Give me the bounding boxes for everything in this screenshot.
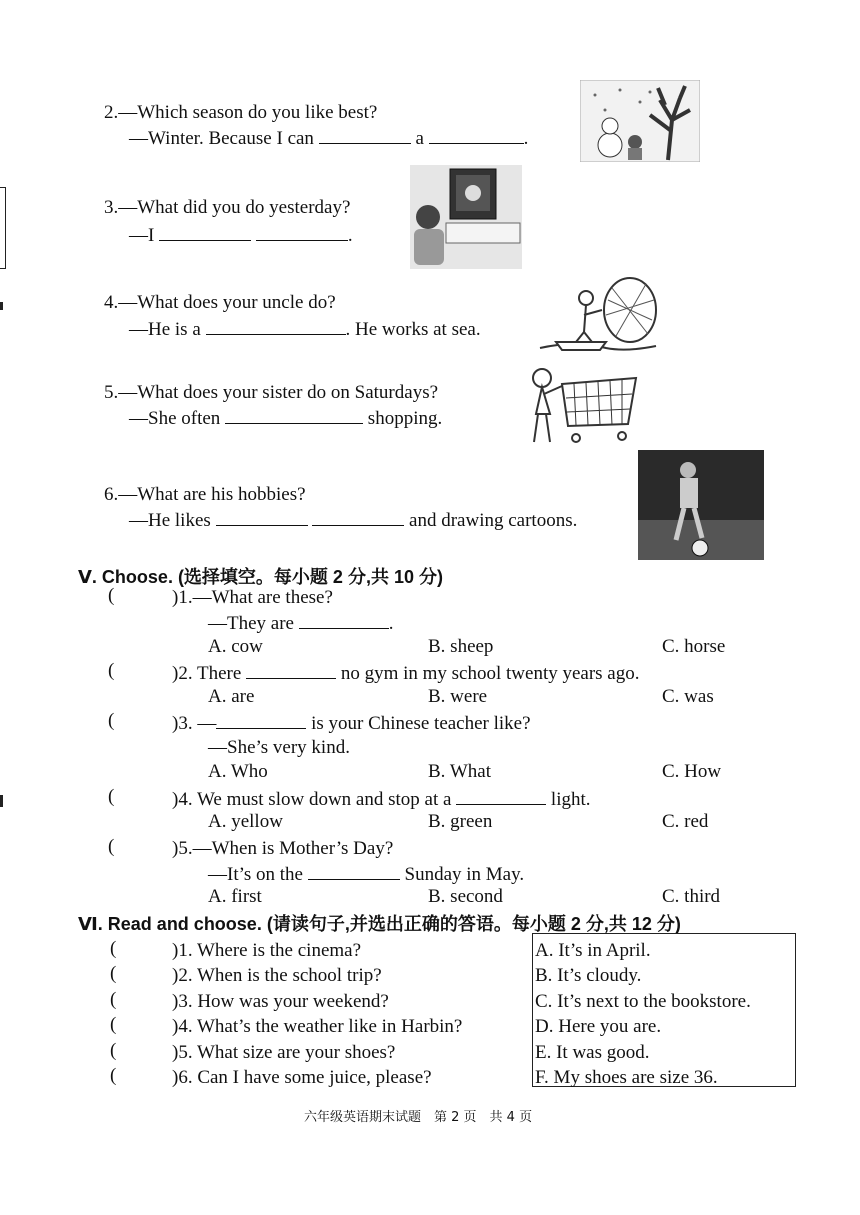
- question-text: and drawing cartoons.: [409, 510, 578, 531]
- option-a[interactable]: A. Who: [208, 761, 268, 782]
- item-stem: —When is Mother’s Day?: [192, 838, 394, 859]
- answer-option: A. It’s in April.: [535, 940, 651, 961]
- item-number: )1.: [172, 587, 193, 608]
- answer-blank[interactable]: [216, 710, 306, 729]
- question-text: .: [523, 128, 529, 149]
- answer-option: F. My shoes are size 36.: [535, 1067, 718, 1088]
- item-stem: There: [197, 663, 242, 684]
- question-line: —What are his hobbies?: [118, 484, 306, 505]
- item-stem: —What are these?: [192, 587, 333, 608]
- boy-playing-soccer-photo: [638, 450, 764, 560]
- question-number: 3.: [104, 197, 119, 218]
- item-stem: Sunday in May.: [404, 864, 525, 885]
- answer-option: E. It was good.: [535, 1042, 650, 1063]
- option-c[interactable]: C. horse: [662, 636, 726, 657]
- question-line: —He is a: [129, 319, 201, 340]
- item-stem: no gym in my school twenty years ago.: [340, 663, 640, 684]
- question-number: 6.: [104, 484, 119, 505]
- option-c[interactable]: C. How: [662, 761, 722, 782]
- option-b[interactable]: B. green: [428, 811, 493, 832]
- item-number: )5.: [172, 838, 193, 859]
- question-item: )3. How was your weekend?: [172, 991, 389, 1012]
- binding-line-top: [0, 187, 6, 269]
- item-number: )4.: [172, 789, 193, 810]
- binding-mark: [0, 795, 3, 807]
- option-b[interactable]: B. second: [428, 886, 503, 907]
- option-c[interactable]: C. third: [662, 886, 721, 907]
- item-stem: is your Chinese teacher like?: [311, 713, 531, 734]
- snowman-tree-illustration: [580, 80, 700, 162]
- question-number: 4.: [104, 292, 119, 313]
- item-stem: —: [197, 713, 217, 734]
- item-stem: .: [388, 613, 394, 634]
- answer-option: D. Here you are.: [535, 1016, 662, 1037]
- option-a[interactable]: A. are: [208, 686, 255, 707]
- question-number: 5.: [104, 382, 119, 403]
- answer-blank[interactable]: [256, 222, 348, 241]
- answer-blank[interactable]: [159, 222, 251, 241]
- answer-bracket[interactable]: (: [108, 585, 115, 606]
- answer-bracket[interactable]: (: [108, 710, 115, 731]
- answer-bracket[interactable]: (: [110, 938, 117, 959]
- item-stem: —She’s very kind.: [208, 737, 350, 758]
- item-number: )3.: [172, 713, 193, 734]
- option-b[interactable]: B. What: [428, 761, 491, 782]
- section-5-title: Ⅴ. Choose. (选择填空。每小题 2 分,共 10 分): [78, 567, 443, 587]
- answer-bracket[interactable]: (: [110, 989, 117, 1010]
- answer-blank[interactable]: [246, 660, 336, 679]
- item-stem: light.: [550, 789, 591, 810]
- item-stem: We must slow down and stop at a: [197, 789, 452, 810]
- question-text: .: [347, 225, 353, 246]
- option-a[interactable]: A. yellow: [208, 811, 283, 832]
- answer-blank[interactable]: [308, 861, 400, 880]
- question-item: )1. Where is the cinema?: [172, 940, 362, 961]
- question-line: —He likes: [129, 510, 211, 531]
- question-item: )6. Can I have some juice, please?: [172, 1067, 432, 1088]
- question-text: . He works at sea.: [345, 319, 481, 340]
- question-text: shopping.: [367, 408, 443, 429]
- question-line: —Winter. Because I can: [129, 128, 314, 149]
- item-stem: —It’s on the: [208, 864, 303, 885]
- boy-watching-tv-illustration: [410, 165, 522, 269]
- question-line: —What does your sister do on Saturdays?: [118, 382, 439, 403]
- question-line: —What did you do yesterday?: [118, 197, 351, 218]
- answer-option: B. It’s cloudy.: [535, 965, 642, 986]
- girl-shopping-cart-illustration: [524, 364, 644, 448]
- option-c[interactable]: C. red: [662, 811, 709, 832]
- question-line: —I: [129, 225, 155, 246]
- option-a[interactable]: A. first: [208, 886, 262, 907]
- question-line: —Which season do you like best?: [118, 102, 378, 123]
- section-6-title: Ⅵ. Read and choose. (请读句子,并选出正确的答语。每小题 2 分,共 12 分): [78, 914, 681, 934]
- answer-blank[interactable]: [225, 405, 363, 424]
- answer-option: C. It’s next to the bookstore.: [535, 991, 751, 1012]
- question-item: )4. What’s the weather like in Harbin?: [172, 1016, 463, 1037]
- question-number: 2.: [104, 102, 119, 123]
- answer-bracket[interactable]: (: [110, 1065, 117, 1086]
- option-b[interactable]: B. were: [428, 686, 488, 707]
- answer-bracket[interactable]: (: [110, 1014, 117, 1035]
- option-c[interactable]: C. was: [662, 686, 714, 707]
- question-line: —What does your uncle do?: [118, 292, 336, 313]
- answer-blank[interactable]: [456, 786, 546, 805]
- question-item: )5. What size are your shoes?: [172, 1042, 396, 1063]
- answer-bracket[interactable]: (: [108, 786, 115, 807]
- fisherman-with-net-illustration: [536, 270, 662, 354]
- item-stem: —They are: [208, 613, 294, 634]
- answer-bracket[interactable]: (: [108, 660, 115, 681]
- question-text: a: [415, 128, 424, 149]
- item-number: )2.: [172, 663, 193, 684]
- answer-blank[interactable]: [206, 316, 346, 335]
- page-footer: 六年级英语期末试题 第 2 页 共 4 页: [304, 1110, 533, 1125]
- binding-mark: [0, 302, 3, 310]
- answer-blank[interactable]: [429, 125, 524, 144]
- answer-blank[interactable]: [216, 507, 308, 526]
- answer-blank[interactable]: [312, 507, 404, 526]
- answer-bracket[interactable]: (: [108, 836, 115, 857]
- answer-bracket[interactable]: (: [110, 963, 117, 984]
- answer-blank[interactable]: [319, 125, 411, 144]
- question-item: )2. When is the school trip?: [172, 965, 382, 986]
- option-a[interactable]: A. cow: [208, 636, 263, 657]
- question-line: —She often: [129, 408, 221, 429]
- option-b[interactable]: B. sheep: [428, 636, 494, 657]
- answer-blank[interactable]: [299, 610, 389, 629]
- answer-bracket[interactable]: (: [110, 1040, 117, 1061]
